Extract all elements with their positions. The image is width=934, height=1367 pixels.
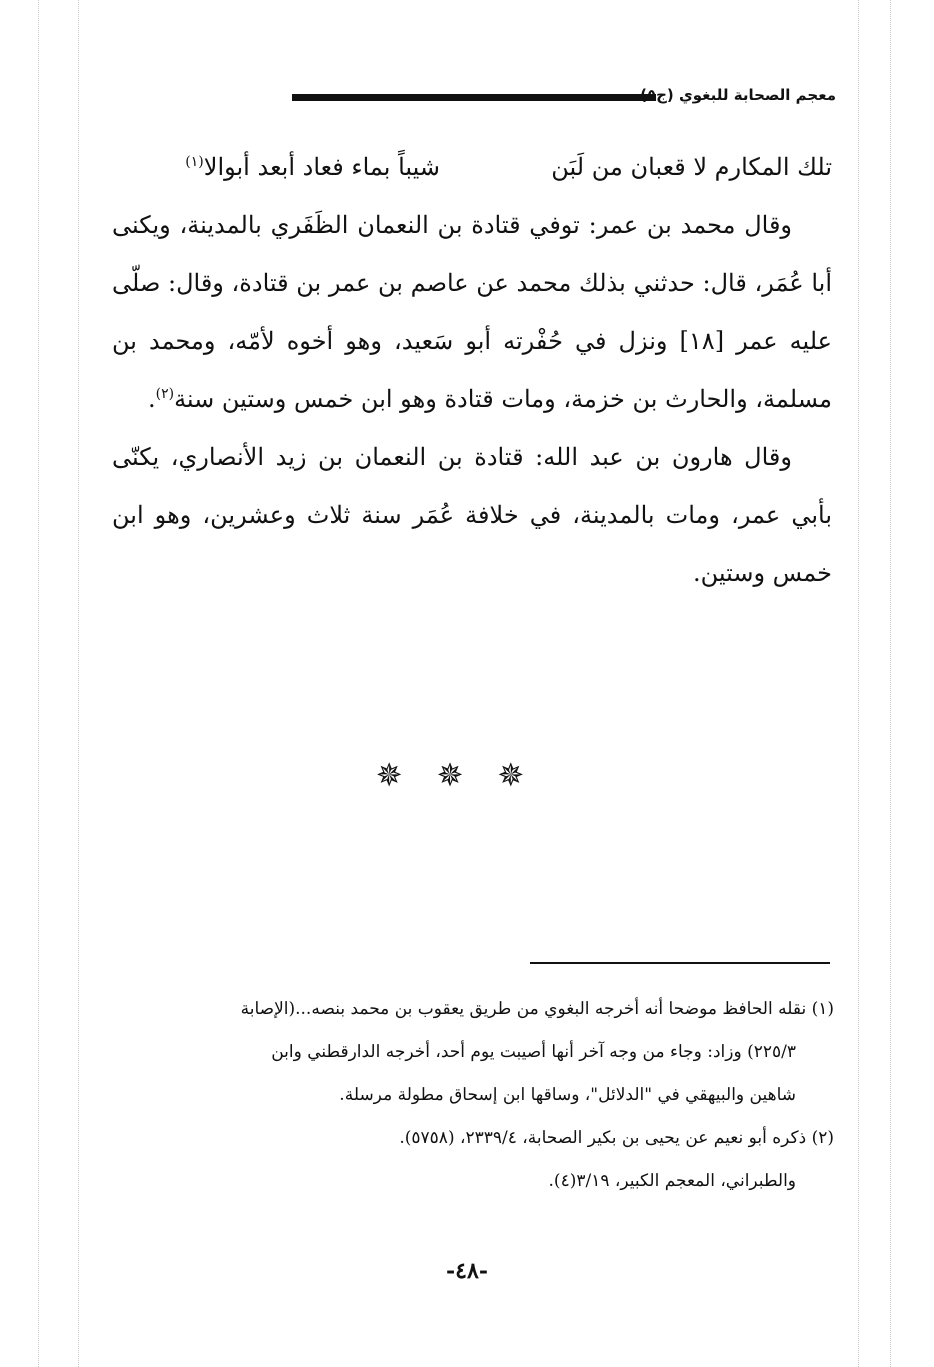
running-header: [290, 86, 850, 122]
paragraph-1-text: وقال محمد بن عمر: توفي قتادة بن النعمان الظَفَري بالمدينة، ويكنى أبا عُمَر، قال: حدثني بذلك محمد عن عاصم بن عمر بن قتادة، وقال: صلّى عليه عمر [١٨] ونزل في حُفْرته أبو سَعيد، وهو أخوه لأمّه، ومحمد بن مسلمة، والحارث بن خزمة، ومات قتادة وهو ابن خمس وستين سنة: [112, 211, 833, 413]
scan-artifact-line: [38, 0, 39, 1367]
header-title: معجم الصحابة للبغوي (ج: [656, 86, 836, 104]
section-divider-ornament: ✵✵✵: [375, 756, 559, 794]
paragraph-1-end: .: [147, 385, 156, 413]
footnote-1-line-2: ٢٢٥/٣) وزاد: وجاء من وجه آخر أنها أصيبت يوم أحد، أخرجه الدارقطني وابن: [271, 1042, 796, 1062]
footnote-1-line-3: شاهين والبيهقي في "الدلائل"، وساقها ابن إسحاق مطولة مرسلة.: [339, 1085, 796, 1105]
verse-second-text: شيباً بماء فعاد أبعد أبوالا: [203, 153, 440, 181]
footnote-1-line-1: (١) نقله الحافظ موضحا أنه أخرجه البغوي من طريق يعقوب بن محمد بنصه...(الإصابة: [240, 999, 834, 1019]
body-text: [112, 138, 832, 602]
paragraph-2: وقال هارون بن عبد الله: قتادة بن النعمان بن زيد الأنصاري، يكنّى بأبي عمر، ومات بالمدينة، في خلافة عُمَر سنة ثلاث وعشرين، وهو ابن خمس وستين.: [112, 443, 832, 587]
footnotes: [112, 988, 834, 1203]
footnote-ref-2: (٢): [155, 386, 175, 402]
verse-second-hemistich: [185, 138, 440, 196]
scan-artifact-line: [858, 0, 859, 1367]
paragraph-1: [112, 196, 832, 428]
header-rule: [292, 94, 656, 101]
scan-artifact-line: [890, 0, 891, 1367]
verse-first-hemistich: تلك المكارم لا قعبان من لَبَن: [551, 153, 832, 181]
footnote-ref-1: (١): [185, 154, 204, 170]
page-number: -٤٨-: [446, 1258, 488, 1284]
footnote-separator: [530, 962, 830, 964]
footnote-2-line-2: والطبراني، المعجم الكبير، ٣/١٩(٤).: [548, 1171, 796, 1191]
footnote-2-line-1: (٢) ذكره أبو نعيم عن يحيى بن بكير الصحابة، ٢٣٣٩/٤، (٥٧٥٨).: [399, 1128, 834, 1148]
scan-artifact-line: [78, 0, 79, 1367]
poetry-verse: [112, 138, 832, 196]
